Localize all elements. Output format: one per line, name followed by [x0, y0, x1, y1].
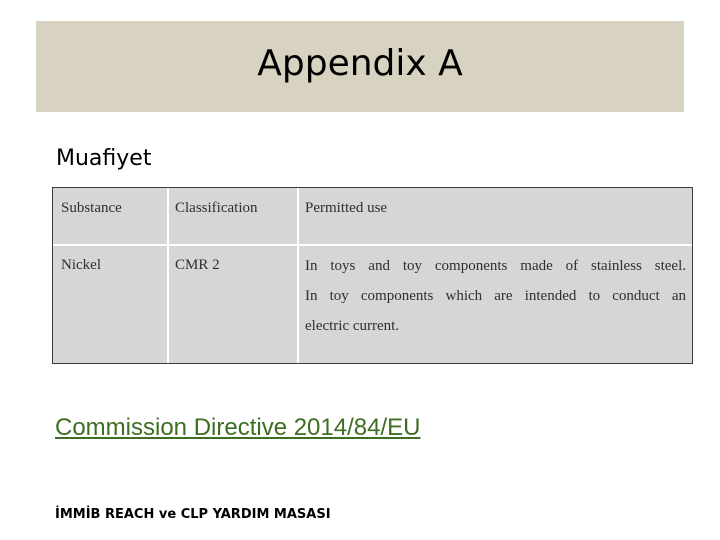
footer-text: İMMİB REACH ve CLP YARDIM MASASI — [55, 507, 331, 522]
permitted-use-line: In toys and toy components made of stainless steel. — [305, 258, 686, 274]
cell-classification: CMR 2 — [175, 257, 220, 273]
substance-table — [52, 187, 693, 364]
header-classification: Classification — [175, 200, 258, 216]
slide-title: Appendix A — [257, 43, 463, 84]
header-substance: Substance — [61, 200, 122, 216]
table-column-divider — [167, 188, 169, 363]
directive-link[interactable]: Commission Directive 2014/84/EU — [55, 414, 421, 441]
cell-permitted-use — [305, 251, 686, 341]
slide-subtitle: Muafiyet — [56, 146, 152, 171]
cell-substance: Nickel — [61, 257, 101, 273]
table-row-divider — [53, 244, 692, 246]
permitted-use-line: In toy components which are intended to conduct an — [305, 288, 686, 304]
title-band — [36, 21, 684, 112]
header-permitted-use: Permitted use — [305, 200, 388, 216]
permitted-use-line: electric current. — [305, 318, 400, 334]
table-column-divider — [297, 188, 299, 363]
